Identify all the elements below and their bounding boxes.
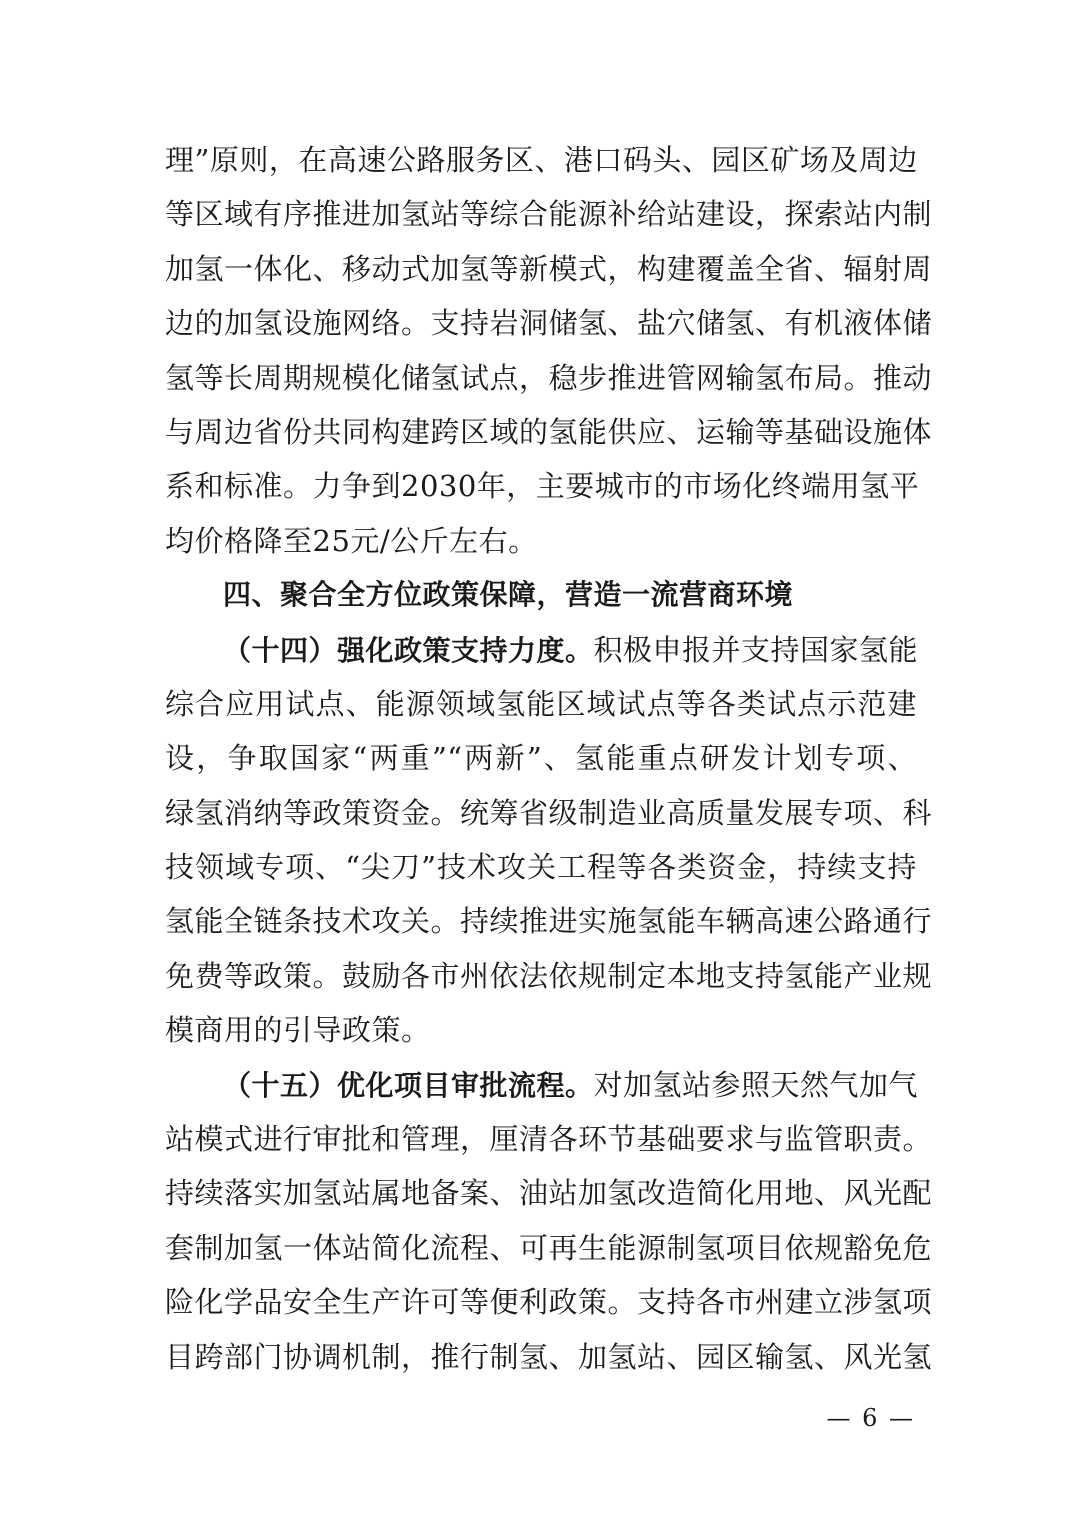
text-line: 站模式进行审批和管理，厘清各环节基础要求与监管职责。	[165, 1122, 933, 1157]
text-line	[165, 1058, 917, 1112]
paragraph-item-15	[165, 1058, 933, 1384]
paragraph-item-14	[165, 623, 933, 1058]
document-body	[165, 133, 933, 1384]
text-line: 持续落实加氢站属地备案、油站加氢改造简化用地、风光配	[165, 1176, 933, 1211]
text-line: 氢能全链条技术攻关。持续推进实施氢能车辆高速公路通行	[165, 904, 933, 939]
text-line: 等区域有序推进加氢站等综合能源补给站建设，探索站内制	[165, 197, 933, 232]
text-line: 均价格降至25元/公斤左右。	[165, 523, 538, 558]
text-line: 险化学品安全生产许可等便利政策。支持各市州建立涉氢项	[165, 1285, 933, 1320]
text-line: 边的加氢设施网络。支持岩洞储氢、盐穴储氢、有机液体储	[165, 306, 933, 341]
text-line: 综合应用试点、能源领域氢能区域试点等各类试点示范建	[165, 686, 917, 721]
text-line: 加氢一体化、移动式加氢等新模式，构建覆盖全省、辐射周	[165, 251, 933, 286]
text-line: 套制加氢一体站简化流程、可再生能源制氢项目依规豁免危	[165, 1230, 933, 1265]
item-title: （十四）强化政策支持力度。	[223, 633, 594, 667]
text-line: 系和标准。力争到2030年，主要城市的市场化终端用氢平	[165, 469, 920, 504]
text-line: 氢等长周期规模化储氢试点，稳步推进管网输氢布局。推动	[165, 360, 933, 395]
text-line: 技领域专项、“尖刀”技术攻关工程等各类资金，持续支持	[165, 850, 917, 885]
page-number: — 6 —	[826, 1404, 915, 1432]
text-line: 目跨部门协调机制，推行制氢、加氢站、园区输氢、风光氢	[165, 1339, 933, 1374]
item-text: 对加氢站参照天然气加气	[593, 1067, 919, 1102]
item-title: （十五）优化项目审批流程。	[223, 1068, 594, 1102]
text-line: 设，争取国家“两重”“两新”、氢能重点研发计划专项、	[165, 741, 917, 776]
text-line: 绿氢消纳等政策资金。统筹省级制造业高质量发展专项、科	[165, 795, 933, 830]
text-line	[165, 623, 917, 677]
item-text: 积极申报并支持国家氢能	[593, 632, 919, 667]
section-heading: 四、聚合全方位政策保障，营造一流营商环境	[223, 578, 794, 612]
text-line: 免费等政策。鼓励各市州依法依规制定本地支持氢能产业规	[165, 958, 933, 993]
text-line: 与周边省份共同构建跨区域的氢能供应、运输等基础设施体	[165, 414, 933, 449]
text-line: 理”原则，在高速公路服务区、港口码头、园区矿场及周边	[165, 143, 918, 177]
paragraph-hydrogen-stations	[165, 133, 933, 568]
text-line: 模商用的引导政策。	[165, 1013, 431, 1048]
